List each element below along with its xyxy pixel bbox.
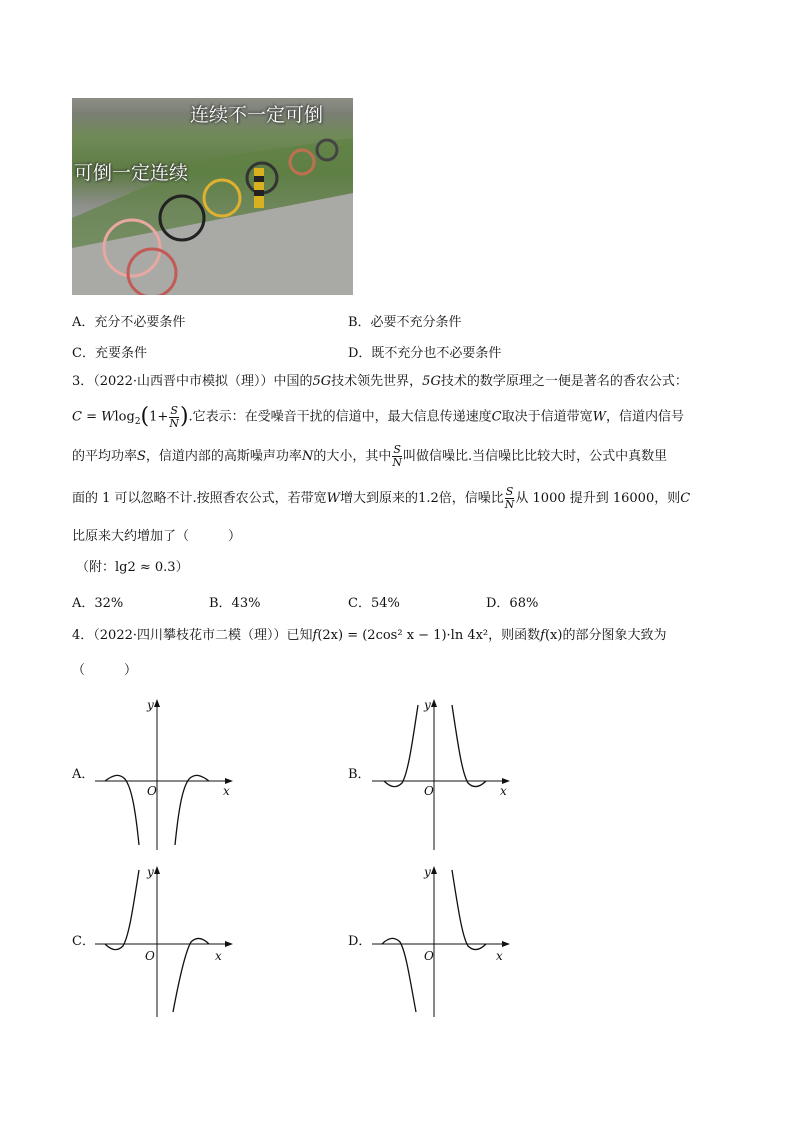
graph-label-a[interactable]: A． [72, 767, 95, 782]
graph-label-d[interactable]: D． [348, 934, 372, 949]
svg-text:O: O [424, 784, 434, 798]
q3-line-1: 3．（2022·山西晋中市模拟（理））中国的5G技术领先世界，5G技术的数学原理之一便是著名的香农公式： [72, 374, 688, 389]
axis-y-label: y [147, 698, 154, 712]
q2-option-d[interactable]: D．既不充分也不必要条件 [348, 346, 502, 361]
graph-label-b[interactable]: B． [348, 767, 371, 782]
svg-text:x: x [215, 949, 222, 963]
axis-x-label: x [223, 784, 230, 798]
meme-caption-bottom: 可倒一定连续 [74, 162, 189, 184]
svg-text:O: O [424, 949, 434, 963]
graph-b [372, 695, 512, 850]
q2-option-c[interactable]: C．充要条件 [72, 346, 147, 361]
q3-option-a[interactable]: A．32% [72, 596, 124, 611]
origin-label: O [147, 784, 157, 798]
q4-line-1: 4．（2022·四川攀枝花市二模（理））已知f(2x) = (2cos² x − 1)·ln 4x²，则函数f(x)的部分图象大致为 [72, 628, 667, 643]
svg-text:y: y [424, 865, 431, 879]
q4-blank: （ ） [72, 663, 138, 678]
svg-text:x: x [500, 784, 507, 798]
q3-line-4: 面的 1 可以忽略不计.按照香农公式，若带宽W增大到原来的1.2倍，信噪比 $\frac{S}{N}$ 从 1000 提升到 16000，则C [72, 485, 691, 511]
snr-fraction: $\frac{S}{N}$ [169, 403, 179, 430]
bicycles-illustration [72, 98, 353, 295]
svg-text:y: y [424, 698, 431, 712]
q3-line-2: C = Wlog$_2$(1+ $\frac{S}{N}$ ).它表示：在受噪音干扰的信道中，最大信息传递速度C取决于信道带宽W，信道内信号 [72, 403, 685, 430]
svg-text:O: O [145, 949, 155, 963]
svg-text:y: y [147, 865, 154, 879]
graph-c [95, 862, 235, 1017]
meme-photo [72, 98, 353, 295]
q2-option-b[interactable]: B．必要不充分条件 [348, 315, 462, 330]
graph-d [372, 862, 512, 1017]
graph-a [95, 695, 235, 850]
q3-line-3: 的平均功率S，信道内部的高斯噪声功率N的大小，其中 $\frac{S}{N}$ 叫做信噪比.当信噪比比较大时，公式中真数里 [72, 443, 668, 469]
meme-caption-top: 连续不一定可倒 [190, 104, 324, 126]
svg-text:x: x [496, 949, 503, 963]
q3-option-d[interactable]: D．68% [486, 596, 539, 611]
q3-option-b[interactable]: B．43% [209, 596, 261, 611]
q3-line-5: 比原来大约增加了（ ） [72, 529, 242, 544]
q2-option-a[interactable]: A．充分不必要条件 [72, 315, 186, 330]
q3-note: （附：lg2 ≈ 0.3） [76, 560, 189, 575]
q3-option-c[interactable]: C．54% [348, 596, 400, 611]
graph-label-c[interactable]: C． [72, 934, 95, 949]
